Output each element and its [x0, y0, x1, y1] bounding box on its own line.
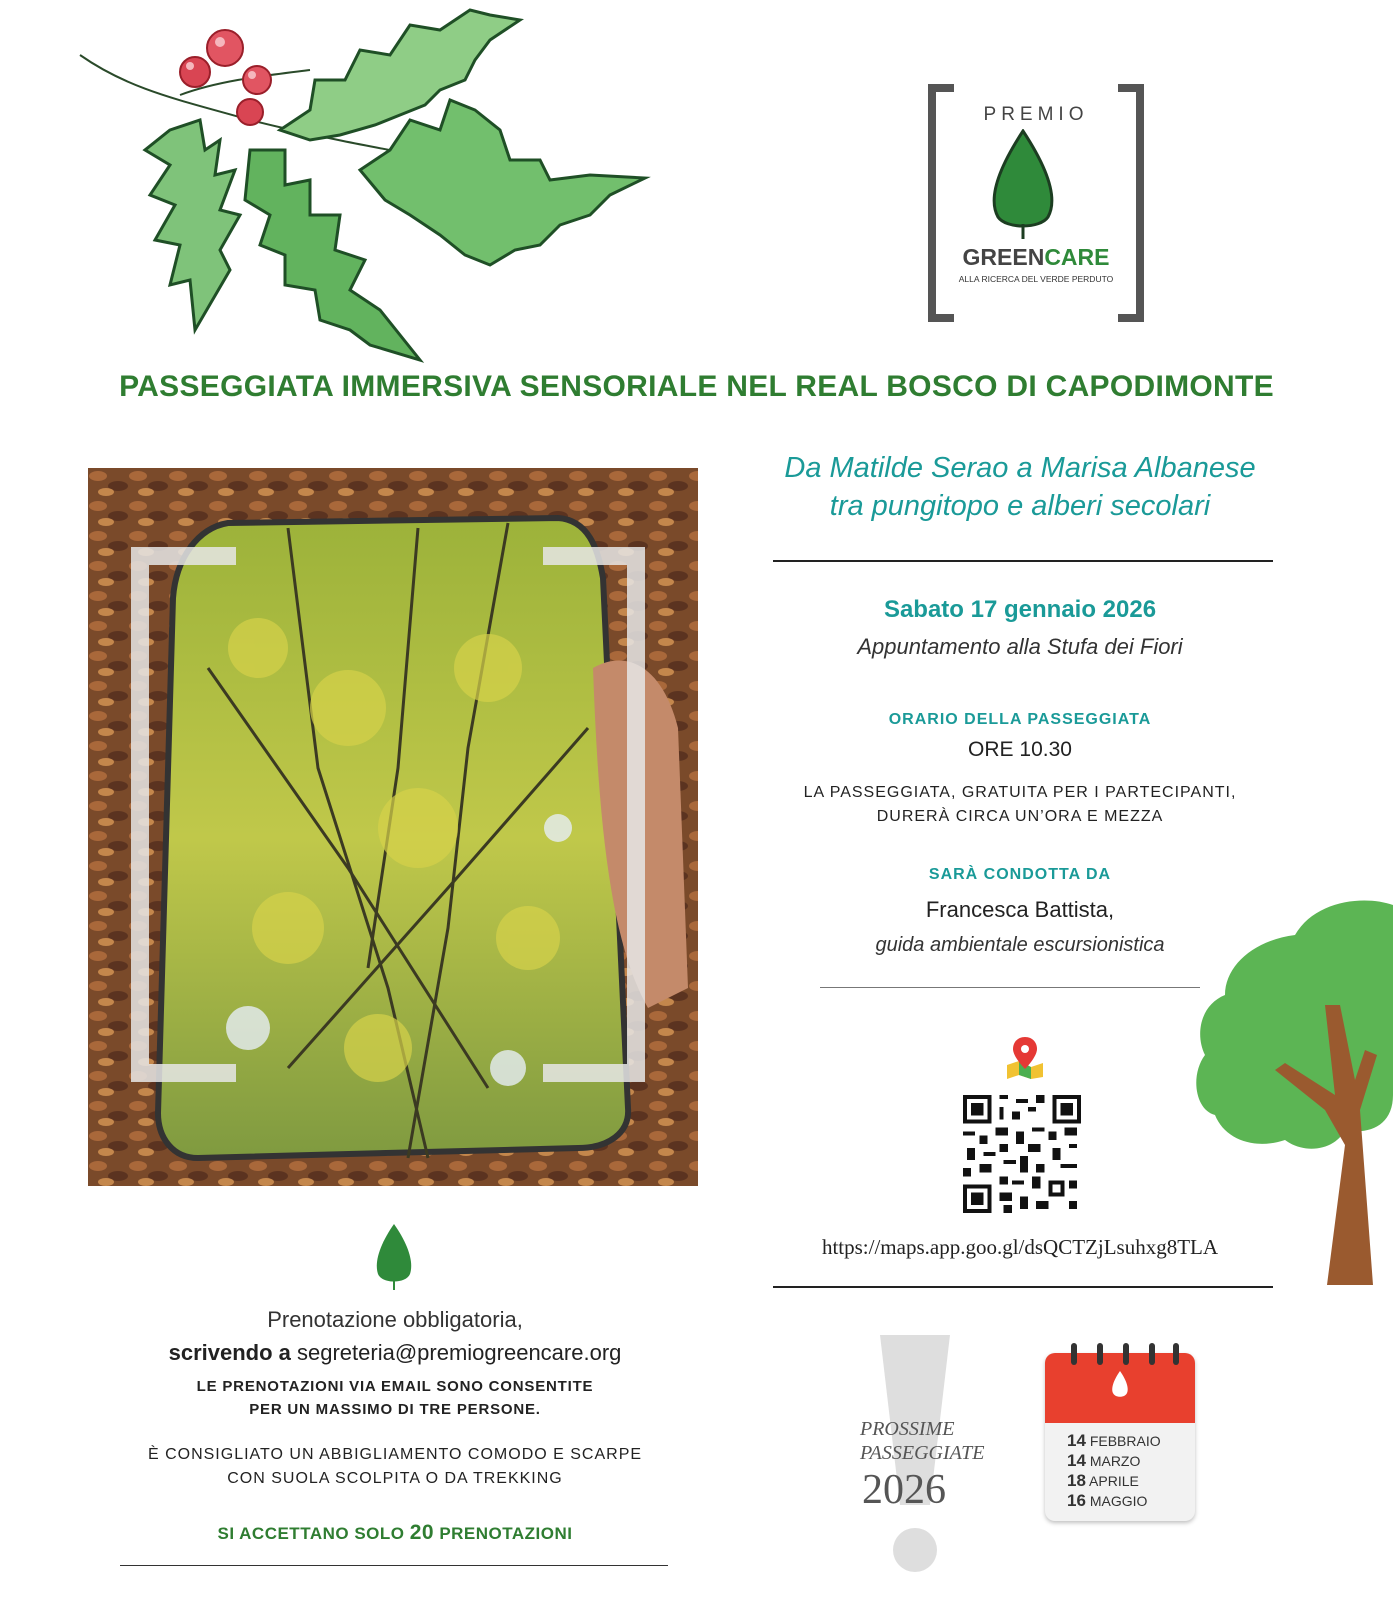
mirror-photo-illustration: [88, 468, 698, 1186]
date-month: FEBBRAIO: [1089, 1433, 1161, 1449]
divider-middle: [820, 987, 1200, 988]
advice-line2: CON SUOLA SCOLPITA O DA TREKKING: [227, 1470, 563, 1487]
next-walks-label2: PASSEGGIATE: [860, 1442, 985, 1464]
calendar-dates: [1067, 1431, 1195, 1511]
page-title: PASSEGGIATA IMMERSIVA SENSORIALE NEL REAL BOSCO DI CAPODIMONTE: [119, 370, 1274, 403]
subtitle-line1: Da Matilde Serao a Marisa Albanese: [784, 452, 1256, 484]
date-month: MAGGIO: [1089, 1493, 1148, 1509]
tree-icon: [1195, 895, 1393, 1285]
accept-number: 20: [409, 1521, 435, 1544]
premio-greencare-logo: [928, 84, 1144, 306]
event-date: Sabato 17 gennaio 2026: [883, 596, 1157, 623]
schedule-label: ORARIO DELLA PASSEGGIATA: [888, 711, 1152, 728]
date-day: 18: [1067, 1471, 1086, 1490]
calendar-date-row: [1067, 1451, 1195, 1471]
event-meeting-point: Appuntamento alla Stufa dei Fiori: [857, 634, 1183, 659]
leaf-icon: [988, 129, 1058, 239]
advice-line1: È CONSIGLIATO UN ABBIGLIAMENTO COMODO E SCARPE: [147, 1446, 643, 1463]
accept-suffix: PRENOTAZIONI: [439, 1524, 573, 1543]
booking-limit-line1: LE PRENOTAZIONI VIA EMAIL SONO CONSENTITE: [196, 1378, 594, 1395]
logo-tagline: ALLA RICERCA DEL VERDE PERDUTO: [958, 274, 1114, 284]
calendar-date-row: [1067, 1471, 1195, 1491]
subtitle-line2: tra pungitopo e alberi secolari: [829, 490, 1211, 522]
booking-prefix: scrivendo a: [168, 1340, 291, 1365]
guide-role: guida ambientale escursionistica: [875, 934, 1165, 956]
divider-bottom: [773, 1286, 1273, 1288]
date-day: 14: [1067, 1431, 1086, 1450]
calendar-date-row: [1067, 1491, 1195, 1511]
guide-name: Francesca Battista,: [925, 897, 1115, 922]
calendar-icon: [1045, 1343, 1195, 1521]
guide-label: SARÀ CONDOTTA DA: [928, 866, 1112, 883]
date-day: 14: [1067, 1451, 1086, 1470]
booking-line1: Prenotazione obbligatoria,: [267, 1307, 523, 1332]
booking-email[interactable]: segreteria@premiogreencare.org: [297, 1340, 622, 1365]
logo-care-word: CARE: [1044, 244, 1110, 270]
info-line2: DURERÀ CIRCA UN’ORA E MEZZA: [876, 808, 1164, 825]
date-day: 16: [1067, 1491, 1086, 1510]
map-link[interactable]: https://maps.app.goo.gl/dsQCTZjLsuhxg8TLA: [821, 1235, 1219, 1259]
next-walks-label1: PROSSIME: [860, 1418, 955, 1440]
leaf-icon: [372, 1222, 416, 1290]
accept-prefix: SI ACCETTANO SOLO: [217, 1524, 405, 1543]
logo-greencare-text: [928, 244, 1144, 271]
booking-limit-line2: PER UN MASSIMO DI TRE PERSONE.: [249, 1401, 541, 1418]
qr-code[interactable]: [963, 1095, 1081, 1213]
map-pin-icon[interactable]: [1005, 1035, 1045, 1079]
calendar-date-row: [1067, 1431, 1195, 1451]
info-line1: LA PASSEGGIATA, GRATUITA PER I PARTECIPANTI,: [803, 784, 1237, 801]
event-time: ORE 10.30: [968, 738, 1072, 761]
logo-premio-text: PREMIO: [983, 104, 1089, 125]
date-month: MARZO: [1089, 1453, 1141, 1469]
holly-icon: [70, 0, 660, 380]
mirror-photo: [88, 468, 698, 1186]
divider-booking: [120, 1565, 668, 1566]
logo-green-word: GREEN: [962, 244, 1045, 270]
calendar-rings: [1045, 1343, 1195, 1423]
next-walks-year: 2026: [862, 1467, 946, 1513]
booking-line2: [90, 1340, 700, 1366]
accept-limit: [90, 1521, 700, 1545]
divider-top: [773, 560, 1273, 562]
date-month: APRILE: [1089, 1473, 1139, 1489]
